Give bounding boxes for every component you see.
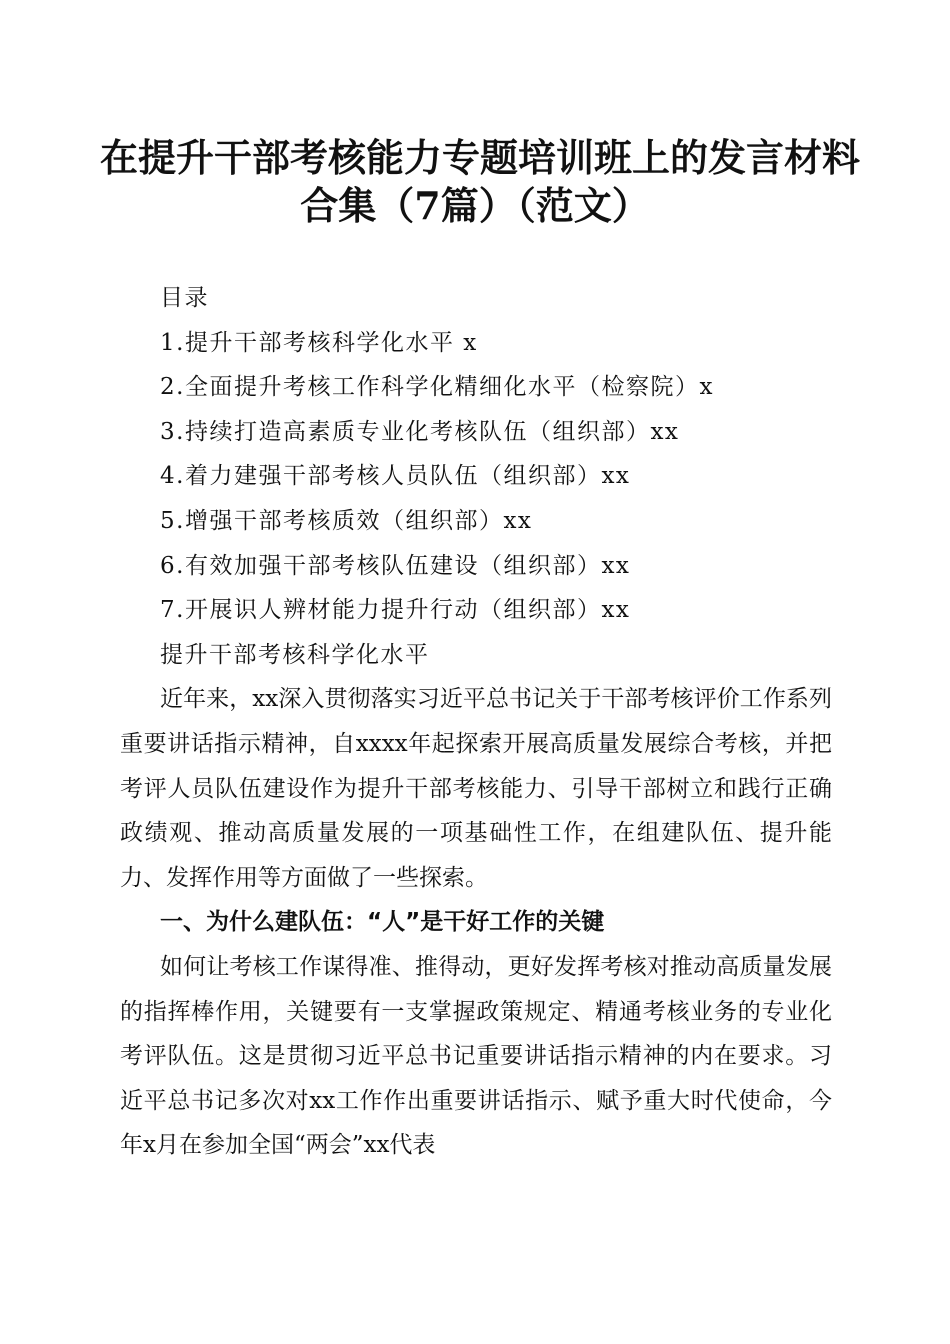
intro-paragraph: 近年来，xx深入贯彻落实习近平总书记关于干部考核评价工作系列重要讲话指示精神，自xxxx年起探索开展高质量发展综合考核，并把考评人员队伍建设作为提升干部考核能力、引导干部树立和践行正确政绩观、推动高质量发展的一项基础性工作，在组建队伍、提升能力、发挥作用等方面做了一些探索。	[120, 686, 832, 891]
paragraph-2: 如何让考核工作谋得准、推得动，更好发挥考核对推动高质量发展的指挥棒作用，关键要有一支掌握政策规定、精通考核业务的专业化考评队伍。这是贯彻习近平总书记重要讲话指示精神的内在要求。习近平总书记多次对xx工作作出重要讲话指示、赋予重大时代使命，今年x月在参加全国“两会”xx代表	[120, 953, 832, 1159]
toc-item-4: 4.着力建强干部考核人员队伍（组织部）xx	[160, 463, 631, 490]
toc-item-5: 5.增强干部考核质效（组织部）xx	[160, 507, 533, 534]
section-title: 提升干部考核科学化水平	[160, 641, 430, 668]
document-body	[120, 276, 832, 1168]
heading-1: 一、为什么建队伍：“人”是干好工作的关键	[160, 909, 605, 936]
document-title	[100, 134, 861, 230]
toc-item-3: 3.持续打造高素质专业化考核队伍（组织部）xx	[160, 418, 680, 445]
toc-label: 目录	[160, 285, 209, 311]
toc-item-1: 1.提升干部考核科学化水平 x	[160, 329, 478, 356]
toc-item-2: 2.全面提升考核工作科学化精细化水平（检察院）x	[160, 374, 714, 401]
toc-item-7: 7.开展识人辨材能力提升行动（组织部）xx	[160, 597, 631, 624]
title-line-2: 合集（7篇）（范文）	[300, 183, 650, 228]
title-line-1: 在提升干部考核能力专题培训班上的发言材料	[100, 135, 861, 180]
toc-item-6: 6.有效加强干部考核队伍建设（组织部）xx	[160, 552, 631, 579]
